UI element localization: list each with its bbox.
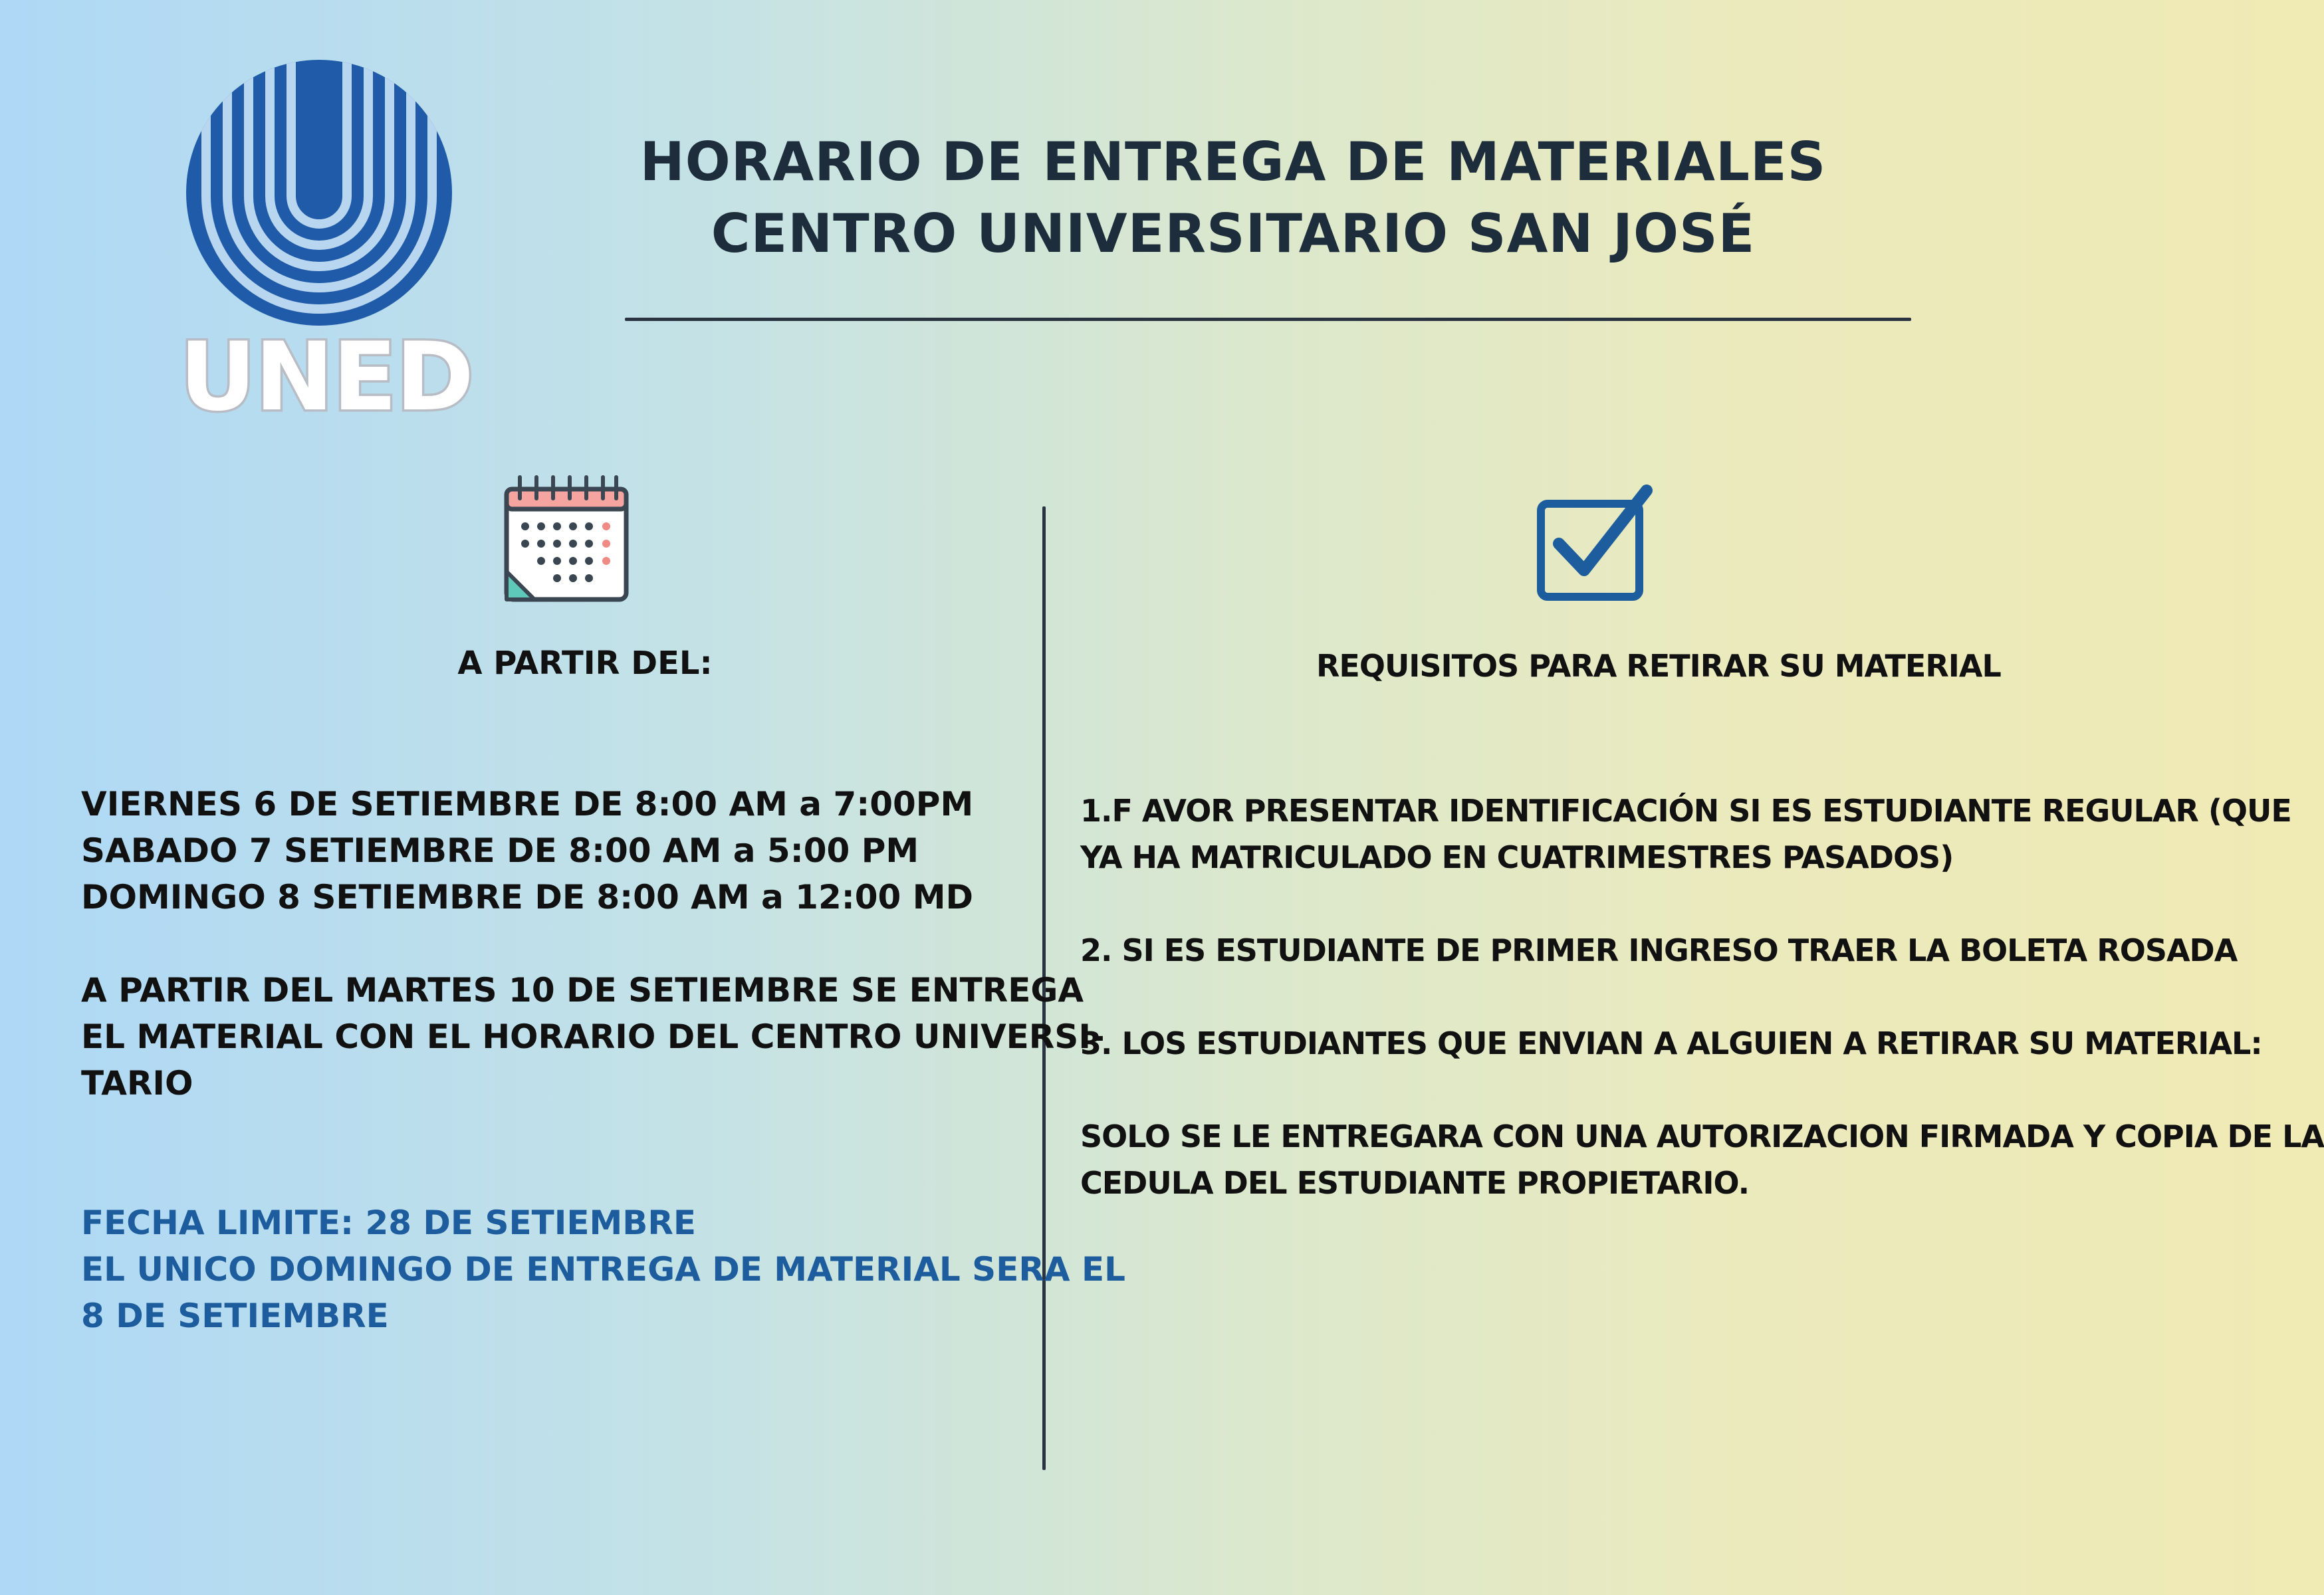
requirement-3: 3. LOS ESTUDIANTES QUE ENVIAN A ALGUIEN A RETIRAR SU MATERIAL: [1080,1025,2262,1061]
requirements-heading: REQUISITOS PARA RETIRAR SU MATERIAL [1316,648,2001,684]
checkbox-checked-icon [1532,478,1659,605]
schedule-line: DOMINGO 8 SETIEMBRE DE 8:00 AM a 12:00 MD [81,878,973,916]
schedule-list [81,781,973,920]
left-heading: A PARTIR DEL: [457,645,713,682]
deadline-note [81,1200,1125,1339]
note-line: A PARTIR DEL MARTES 10 DE SETIEMBRE SE ENTREGA [81,971,1084,1010]
from-tuesday-note [81,967,1105,1107]
requirement-line: CEDULA DEL ESTUDIANTE PROPIETARIO. [1080,1165,1750,1201]
note-line: EL MATERIAL CON EL HORARIO DEL CENTRO UNIVERSI- [81,1017,1105,1056]
requirement-line: YA HA MATRICULADO EN CUATRIMESTRES PASADOS) [1080,839,1954,875]
requirement-line: SOLO SE LE ENTREGARA CON UNA AUTORIZACION FIRMADA Y COPIA DE LA [1080,1118,2324,1154]
deadline-line: EL UNICO DOMINGO DE ENTREGA DE MATERIAL SERA EL [81,1250,1125,1289]
deadline-line: 8 DE SETIEMBRE [81,1297,389,1335]
requirement-3-detail [1080,1113,2324,1206]
schedule-line: SABADO 7 SETIEMBRE DE 8:00 AM a 5:00 PM [81,831,919,870]
requirement-1 [1080,788,2291,881]
deadline-line: FECHA LIMITE: 28 DE SETIEMBRE [81,1204,697,1242]
uned-logo-text: UNED [179,322,473,432]
schedule-line: VIERNES 6 DE SETIEMBRE DE 8:00 AM a 7:00PM [81,785,974,823]
title-divider [625,318,1911,321]
requirement-line: 1.F AVOR PRESENTAR IDENTIFICACIÓN SI ES ESTUDIANTE REGULAR (QUE [1080,793,2291,829]
note-line: TARIO [81,1064,193,1103]
uned-logo [179,56,473,432]
title-line-1: HORARIO DE ENTREGA DE MATERIALES [639,131,1827,193]
requirement-2: 2. SI ES ESTUDIANTE DE PRIMER INGRESO TRAER LA BOLETA ROSADA [1080,932,2238,968]
calendar-icon [500,472,634,606]
page-title [625,126,1841,270]
title-line-2: CENTRO UNIVERSITARIO SAN JOSÉ [711,203,1756,265]
uned-logo-icon [179,56,472,322]
